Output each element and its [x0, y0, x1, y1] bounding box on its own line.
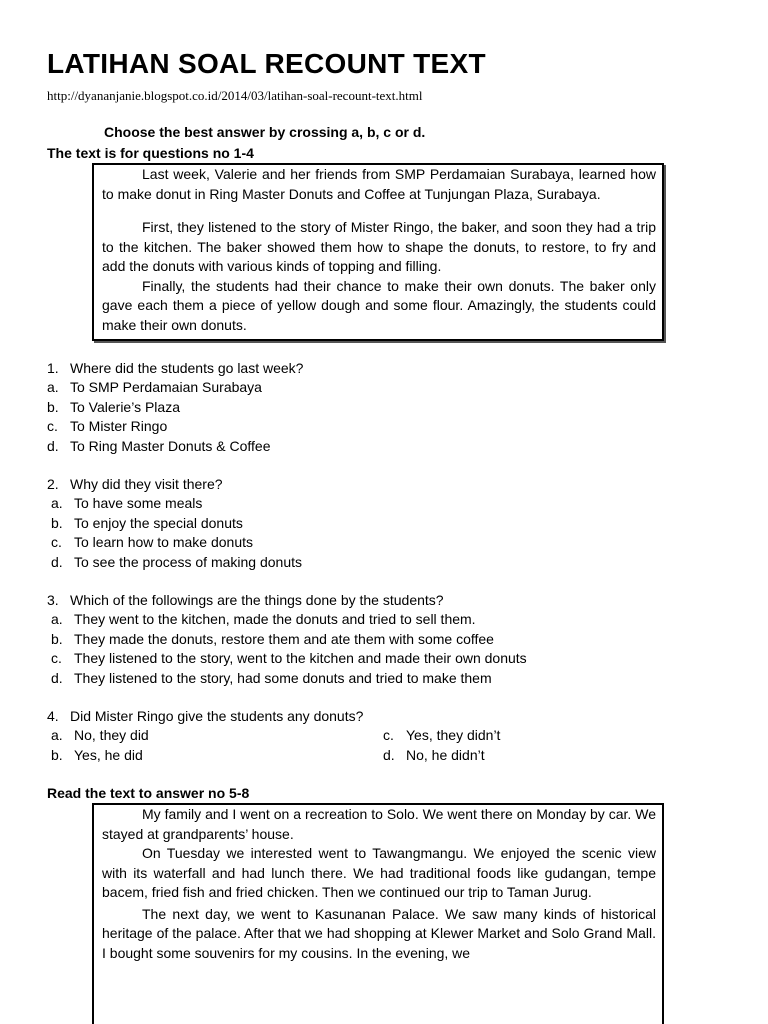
question-number: 4.: [47, 708, 59, 724]
question-1: [47, 359, 303, 456]
option-letter: a.: [51, 495, 63, 512]
answer-option[interactable]: [47, 746, 143, 765]
question-number: 3.: [47, 592, 59, 608]
option-letter: d.: [383, 746, 395, 763]
paragraph: First, they listened to the story of Mister Ringo, the baker, and soon they had a trip to the kitchen. The baker showed them how to shape the donuts, to restore, to fry and add the donuts with various kinds of topping and filling.: [102, 219, 656, 274]
option-text: To Ring Master Donuts & Coffee: [70, 437, 271, 454]
answer-option[interactable]: [379, 746, 485, 765]
answer-option[interactable]: [47, 417, 303, 436]
instruction: Choose the best answer by crossing a, b, c or d.: [104, 124, 426, 140]
option-letter: c.: [51, 650, 62, 667]
option-text: They made the donuts, restore them and ate them with some coffee: [74, 630, 494, 647]
reading-text-box-2: [92, 803, 664, 1024]
reading-text-box-1: [92, 163, 664, 341]
option-text: To SMP Perdamaian Surabaya: [70, 379, 262, 396]
option-letter: b.: [51, 746, 63, 763]
option-letter: a.: [47, 379, 59, 396]
question-4: [47, 707, 647, 766]
answer-option[interactable]: [47, 669, 527, 688]
answer-option[interactable]: [379, 726, 500, 745]
answer-option[interactable]: [47, 514, 302, 533]
option-letter: b.: [47, 398, 59, 415]
answer-option[interactable]: [47, 630, 527, 649]
answer-option[interactable]: [47, 533, 302, 552]
question-3: [47, 591, 527, 688]
option-text: They listened to the story, went to the kitchen and made their own donuts: [74, 650, 527, 667]
option-letter: d.: [51, 553, 63, 570]
question-text: Which of the followings are the things done by the students?: [70, 592, 444, 608]
option-letter: d.: [47, 437, 59, 454]
question-text: Why did they visit there?: [70, 476, 223, 492]
paragraph: Last week, Valerie and her friends from SMP Perdamaian Surabaya, learned how to make donut in Ring Master Donuts and Coffee at Tunjungan Plaza, Surabaya.: [102, 166, 656, 202]
page-title: LATIHAN SOAL RECOUNT TEXT: [47, 48, 486, 79]
option-letter: a.: [51, 727, 63, 744]
question-2: [47, 475, 302, 572]
option-text: To learn how to make donuts: [74, 534, 253, 551]
paragraph: The next day, we went to Kasunanan Palace. We saw many kinds of historical heritage of the palace. After that we had shopping at Klewer Market and Solo Grand Mall. I bought some souvenirs for my cousins. In the evening, we: [102, 905, 656, 961]
answer-option[interactable]: [47, 553, 302, 572]
question-text: Did Mister Ringo give the students any donuts?: [70, 708, 364, 724]
option-letter: c.: [383, 727, 394, 744]
option-letter: b.: [51, 514, 63, 531]
option-text: No, he didn’t: [406, 746, 485, 763]
option-text: Yes, he did: [74, 746, 143, 763]
paragraph: On Tuesday we interested went to Tawangmangu. We enjoyed the scenic view with its waterfall and had lunch there. We had traditional foods like gudangan, tempe bacem, fried fish and fried chicken. Then we continued our trip to Taman Jurug.: [102, 845, 656, 900]
option-text: They went to the kitchen, made the donuts and tried to sell them.: [74, 611, 476, 628]
option-text: No, they did: [74, 727, 149, 744]
option-text: To have some meals: [74, 495, 203, 512]
section2-heading: Read the text to answer no 5-8: [47, 785, 250, 801]
option-text: To Valerie’s Plaza: [70, 398, 180, 415]
answer-option[interactable]: [47, 610, 527, 629]
option-text: Yes, they didn’t: [406, 727, 501, 744]
option-letter: c.: [47, 418, 58, 435]
answer-option[interactable]: [47, 649, 527, 668]
option-letter: d.: [51, 669, 63, 686]
option-text: To Mister Ringo: [70, 418, 168, 435]
section1-heading: The text is for questions no 1-4: [47, 145, 254, 161]
source-url: http://dyananjanie.blogspot.co.id/2014/03/latihan-soal-recount-text.html: [47, 88, 423, 103]
question-number: 1.: [47, 360, 59, 376]
question-text: Where did the students go last week?: [70, 360, 304, 376]
answer-option[interactable]: [47, 494, 302, 513]
answer-option[interactable]: [47, 378, 303, 397]
option-letter: a.: [51, 611, 63, 628]
answer-option[interactable]: [47, 398, 303, 417]
paragraph: My family and I went on a recreation to Solo. We went there on Monday by car. We stayed at grandparents’ house.: [102, 806, 656, 842]
answer-option[interactable]: [47, 726, 149, 745]
option-text: They listened to the story, had some donuts and tried to make them: [74, 669, 492, 686]
question-number: 2.: [47, 476, 59, 492]
answer-option[interactable]: [47, 437, 303, 456]
option-letter: b.: [51, 630, 63, 647]
option-text: To enjoy the special donuts: [74, 514, 243, 531]
option-letter: c.: [51, 534, 62, 551]
option-text: To see the process of making donuts: [74, 553, 303, 570]
paragraph: Finally, the students had their chance to make their own donuts. The baker only gave each them a piece of yellow dough and some flour. Amazingly, the students could make their own donuts.: [102, 277, 656, 333]
